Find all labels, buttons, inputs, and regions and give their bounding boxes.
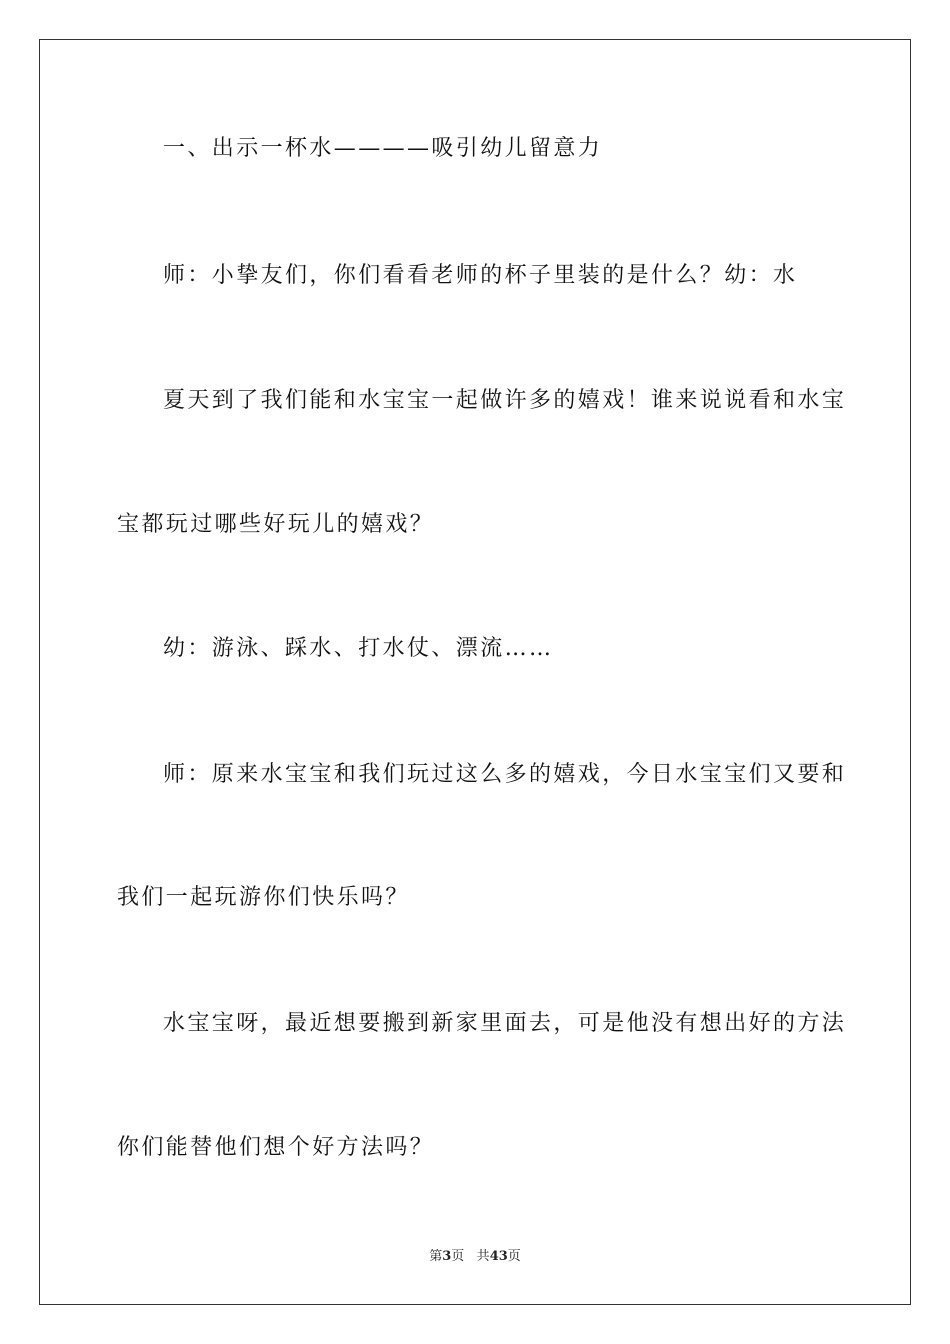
page-border (39, 39, 911, 1305)
paragraph-5-line-2: 我们一起玩游你们快乐吗？ (117, 885, 410, 910)
paragraph-2: 师：小挚友们，你们看看老师的杯子里装的是什么？幼：水 (163, 263, 798, 288)
paragraph-3-line-2: 宝都玩过哪些好玩儿的嬉戏？ (117, 512, 435, 537)
paragraph-6-line-2: 你们能替他们想个好方法吗？ (117, 1135, 435, 1160)
footer-page-number: 3 (442, 1249, 452, 1264)
footer-total-suffix: 页 (507, 1249, 521, 1264)
footer-page-prefix: 第 (429, 1249, 443, 1264)
page-footer (0, 1248, 950, 1266)
footer-total-pages: 43 (489, 1249, 508, 1264)
paragraph-1: 一、出示一杯水————吸引幼儿留意力 (163, 136, 603, 161)
paragraph-4: 幼：游泳、踩水、打水仗、漂流…… (163, 636, 554, 661)
footer-page-suffix: 页 (451, 1249, 465, 1264)
footer-total-prefix: 共 (476, 1249, 490, 1264)
paragraph-5-line-1: 师：原来水宝宝和我们玩过这么多的嬉戏，今日水宝宝们又要和 (163, 762, 847, 787)
paragraph-6-line-1: 水宝宝呀，最近想要搬到新家里面去，可是他没有想出好的方法 (163, 1011, 847, 1036)
paragraph-3-line-1: 夏天到了我们能和水宝宝一起做许多的嬉戏！谁来说说看和水宝 (163, 388, 847, 413)
